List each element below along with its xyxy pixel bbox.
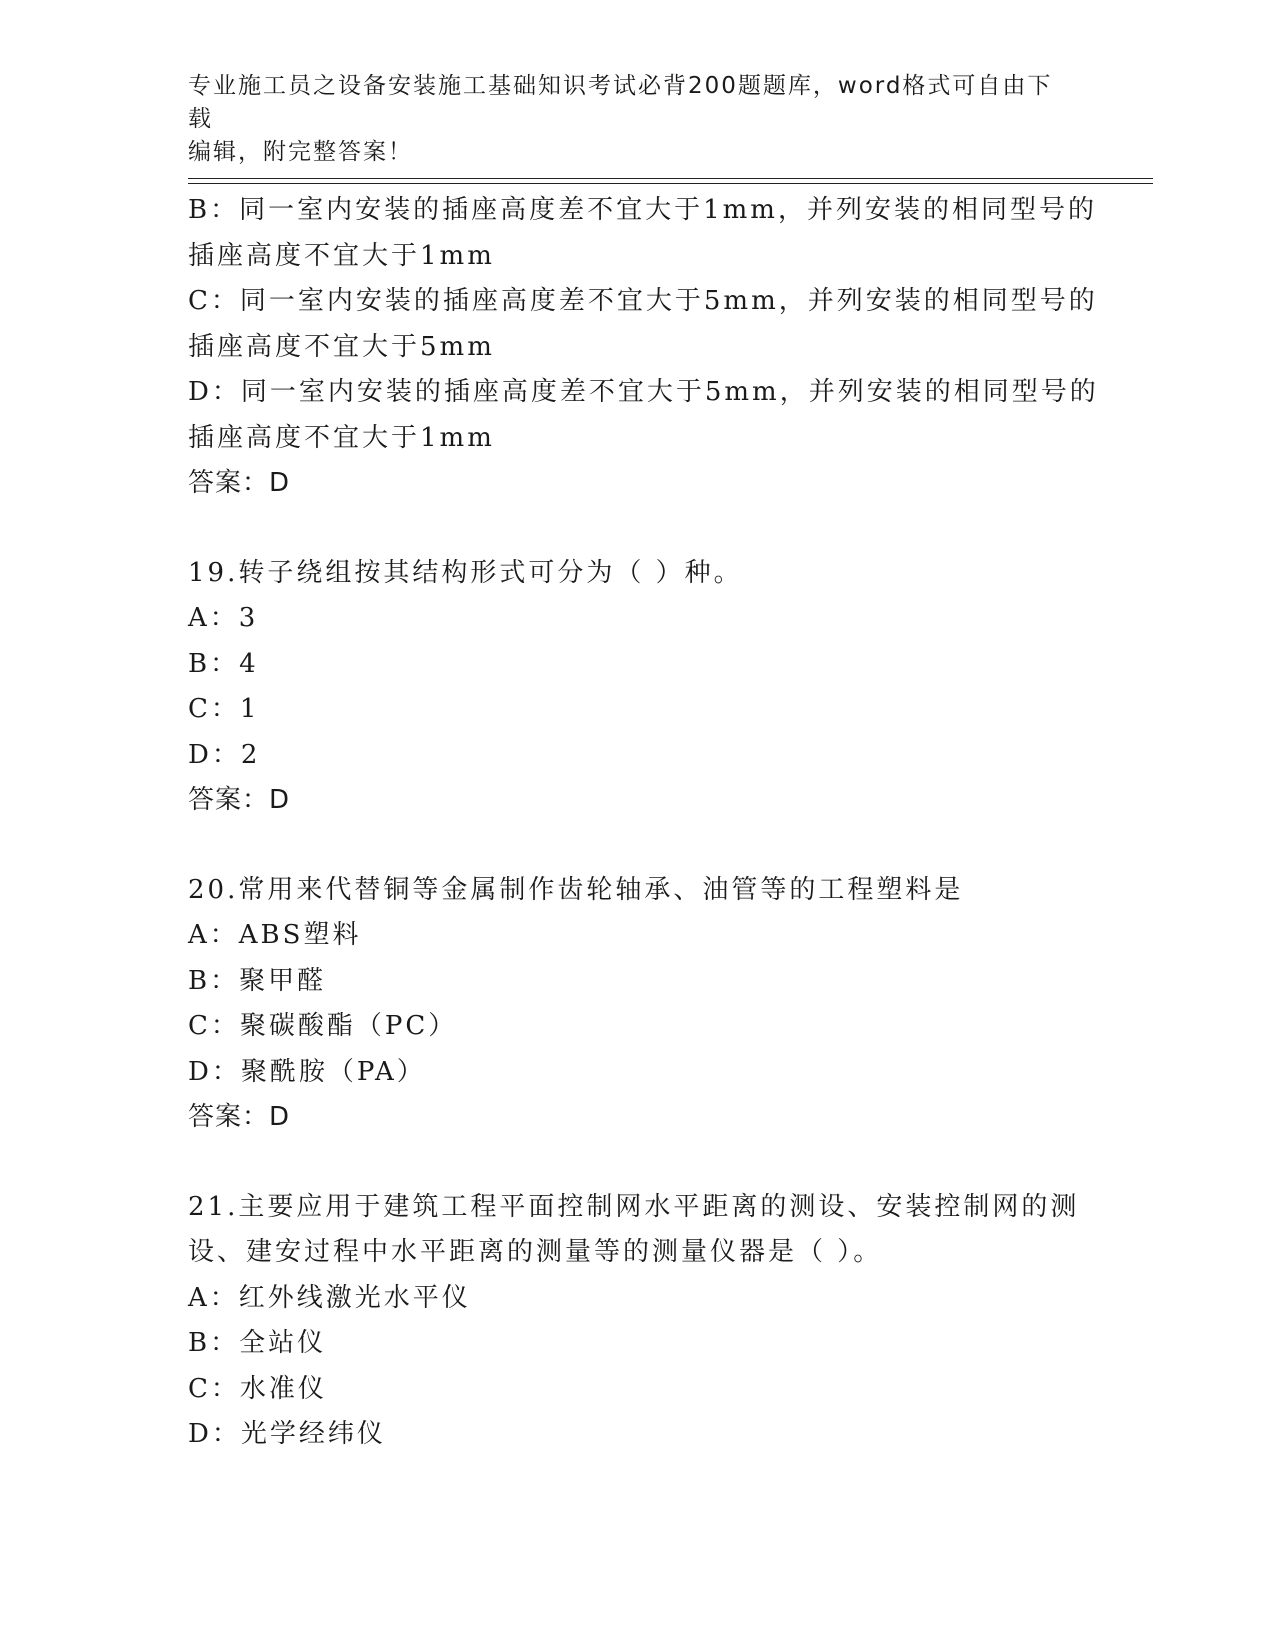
- option-a: A：红外线激光水平仪: [188, 1282, 471, 1313]
- option-a: A：3: [188, 603, 259, 633]
- spacer: [188, 507, 1078, 551]
- option-d: D：光学经纬仪: [188, 1419, 386, 1449]
- document-body: [188, 188, 1099, 1458]
- option-d-line2: 插座高度不宜大于1mm: [188, 422, 495, 453]
- question-21-text-line1: 21.主要应用于建筑工程平面控制网水平距离的测设、安装控制网的测: [188, 1191, 1080, 1222]
- spacer: [188, 824, 1078, 868]
- option-c-line2: 插座高度不宜大于5mm: [188, 331, 495, 362]
- answer-19: 答案：D: [188, 785, 291, 815]
- option-d: D：聚酰胺（PA）: [188, 1056, 426, 1087]
- option-c: C：1: [188, 694, 260, 724]
- header-divider-top: [188, 178, 1153, 179]
- spacer: [188, 1141, 1078, 1185]
- question-21: [188, 1185, 1078, 1458]
- document-header: [188, 70, 1068, 169]
- option-d: D：2: [188, 739, 261, 770]
- header-divider-bottom: [188, 183, 1153, 184]
- question-20: [188, 868, 1078, 1141]
- header-title-line1: 专业施工员之设备安装施工基础知识考试必背200题题库，word格式可自由下载: [188, 73, 1053, 132]
- question-20-text: 20.常用来代替铜等金属制作齿轮轴承、油管等的工程塑料是: [188, 874, 964, 905]
- option-c-line1: C：同一室内安装的插座高度差不宜大于5mm，并列安装的相同型号的: [188, 286, 1098, 316]
- answer-18: 答案：D: [188, 468, 291, 498]
- option-c: C：水准仪: [188, 1373, 327, 1404]
- option-b-line1: B：同一室内安装的插座高度差不宜大于1mm，并列安装的相同型号的: [188, 195, 1097, 225]
- question-18-continued: [188, 188, 1099, 507]
- option-b: B：聚甲醛: [188, 965, 327, 996]
- question-19: [188, 551, 1078, 824]
- answer-20: 答案：D: [188, 1102, 291, 1132]
- option-d-line1: D：同一室内安装的插座高度差不宜大于5mm，并列安装的相同型号的: [188, 377, 1099, 407]
- option-b-line2: 插座高度不宜大于1mm: [188, 240, 495, 271]
- option-a: A：ABS塑料: [188, 920, 362, 950]
- question-19-text: 19.转子绕组按其结构形式可分为（ ）种。: [188, 557, 743, 588]
- option-b: B：4: [188, 648, 259, 679]
- option-b: B：全站仪: [188, 1328, 327, 1358]
- header-title-line2: 编辑，附完整答案！: [188, 139, 413, 165]
- question-21-text-line2: 设、建安过程中水平距离的测量等的测量仪器是（ ）。: [188, 1237, 883, 1267]
- option-c: C：聚碳酸酯（PC）: [188, 1011, 458, 1041]
